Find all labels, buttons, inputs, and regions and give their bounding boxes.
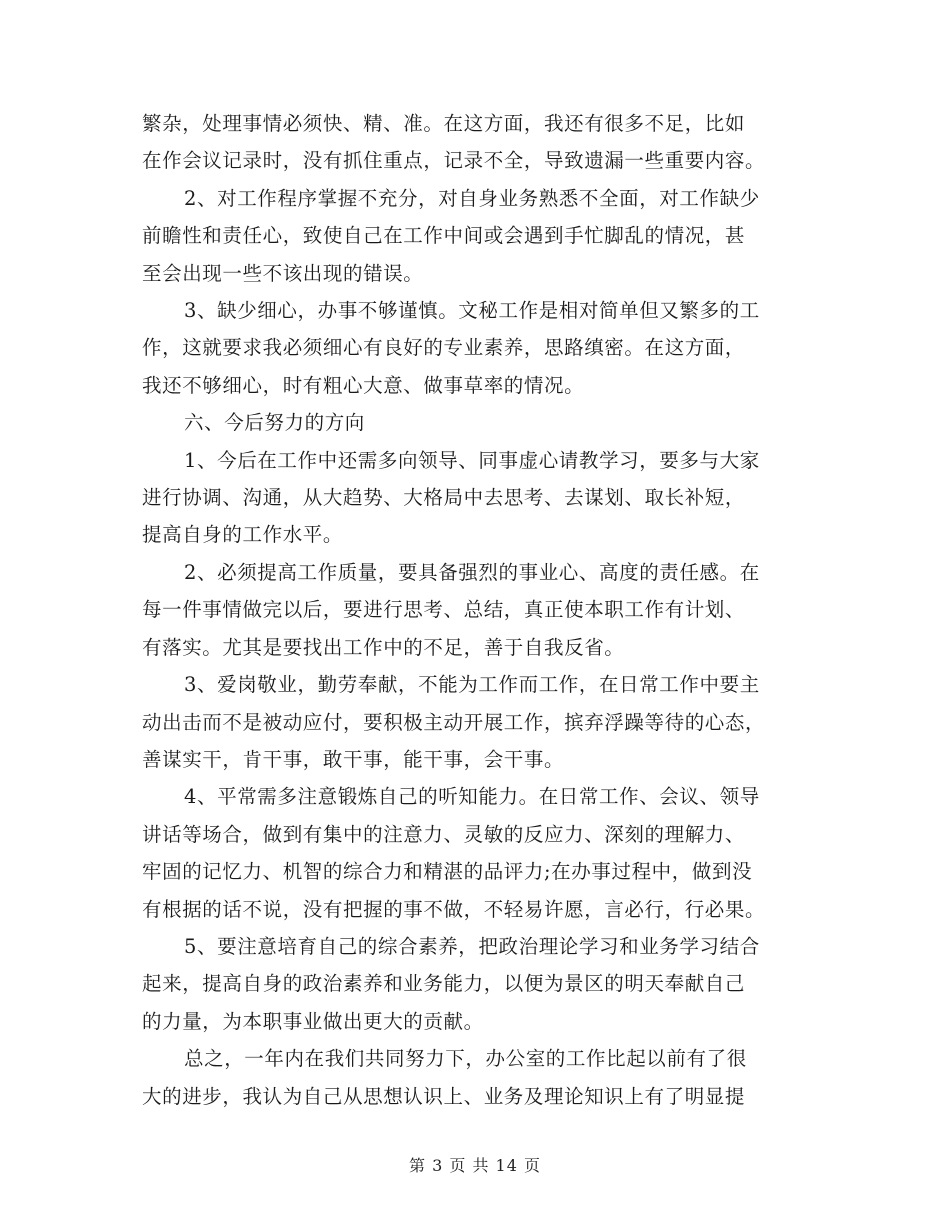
text-line: 六、今后努力的方向: [184, 411, 365, 435]
text-line: 在作会议记录时，没有抓住重点，记录不全，导致遗漏一些重要内容。: [142, 149, 766, 173]
text-line: 善谋实干，肯干事，敢干事，能干事，会干事。: [142, 747, 565, 771]
text-line: 前瞻性和责任心，致使自己在工作中间或会遇到手忙脚乱的情况，甚: [142, 224, 746, 248]
text-line: 3、缺少细心，办事不够谨慎。文秘工作是相对简单但又繁多的工: [184, 299, 760, 323]
text-line: 5、要注意培育自己的综合素养，把政治理论学习和业务学习结合: [184, 934, 760, 958]
text-line: 总之，一年内在我们共同努力下，办公室的工作比起以前有了很: [184, 1047, 747, 1071]
page-footer: 第 3 页 共 14 页: [409, 1156, 541, 1175]
paragraph: [142, 292, 810, 404]
text-line: 至会出现一些不该出现的错误。: [142, 261, 424, 285]
paragraph: [142, 404, 810, 441]
text-line: 的力量，为本职事业做出更大的贡献。: [142, 1009, 484, 1033]
text-line: 2、必须提高工作质量，要具备强烈的事业心、高度的责任感。在: [184, 560, 760, 584]
text-line: 每一件事情做完以后，要进行思考、总结，真正使本职工作有计划、: [142, 598, 746, 622]
text-line: 起来，提高自身的政治素养和业务能力，以便为景区的明天奉献自己: [142, 972, 746, 996]
text-line: 1、今后在工作中还需多向领导、同事虚心请教学习，要多与大家: [184, 448, 760, 472]
text-line: 讲话等场合，做到有集中的注意力、灵敏的反应力、深刻的理解力、: [142, 822, 746, 846]
text-line: 进行协调、沟通，从大趋势、大格局中去思考、去谋划、取长补短，: [142, 486, 746, 510]
paragraph: [142, 1040, 810, 1115]
text-line: 我还不够细心，时有粗心大意、做事草率的情况。: [142, 373, 585, 397]
paragraph: [142, 778, 810, 928]
paragraph: [142, 554, 810, 666]
text-line: 有落实。尤其是要找出工作中的不足，善于自我反省。: [142, 635, 625, 659]
text-line: 4、平常需多注意锻炼自己的听知能力。在日常工作、会议、领导: [184, 785, 760, 809]
paragraph: [142, 666, 810, 778]
text-line: 3、爱岗敬业，勤劳奉献，不能为工作而工作，在日常工作中要主: [184, 673, 760, 697]
document-body: [142, 105, 810, 1115]
text-line: 2、对工作程序掌握不充分，对自身业务熟悉不全面，对工作缺少: [184, 186, 760, 210]
text-line: 提高自身的工作水平。: [142, 523, 344, 547]
paragraph: [142, 442, 810, 554]
paragraph: [142, 105, 810, 180]
text-line: 作，这就要求我必须细心有良好的专业素养，思路缜密。在这方面，: [142, 336, 746, 360]
text-line: 动出击而不是被动应付，要积极主动开展工作，摈弃浮躁等待的心态，: [142, 710, 766, 734]
paragraph: [142, 928, 810, 1040]
paragraph: [142, 180, 810, 292]
text-line: 牢固的记忆力、机智的综合力和精湛的品评力;在办事过程中，做到没: [142, 860, 753, 884]
text-line: 繁杂，处理事情必须快、精、准。在这方面，我还有很多不足，比如: [142, 112, 746, 135]
text-line: 大的进步，我认为自己从思想认识上、业务及理论知识上有了明显提: [142, 1084, 746, 1108]
text-line: 有根据的话不说，没有把握的事不做，不轻易许愿，言必行，行必果。: [142, 897, 766, 921]
